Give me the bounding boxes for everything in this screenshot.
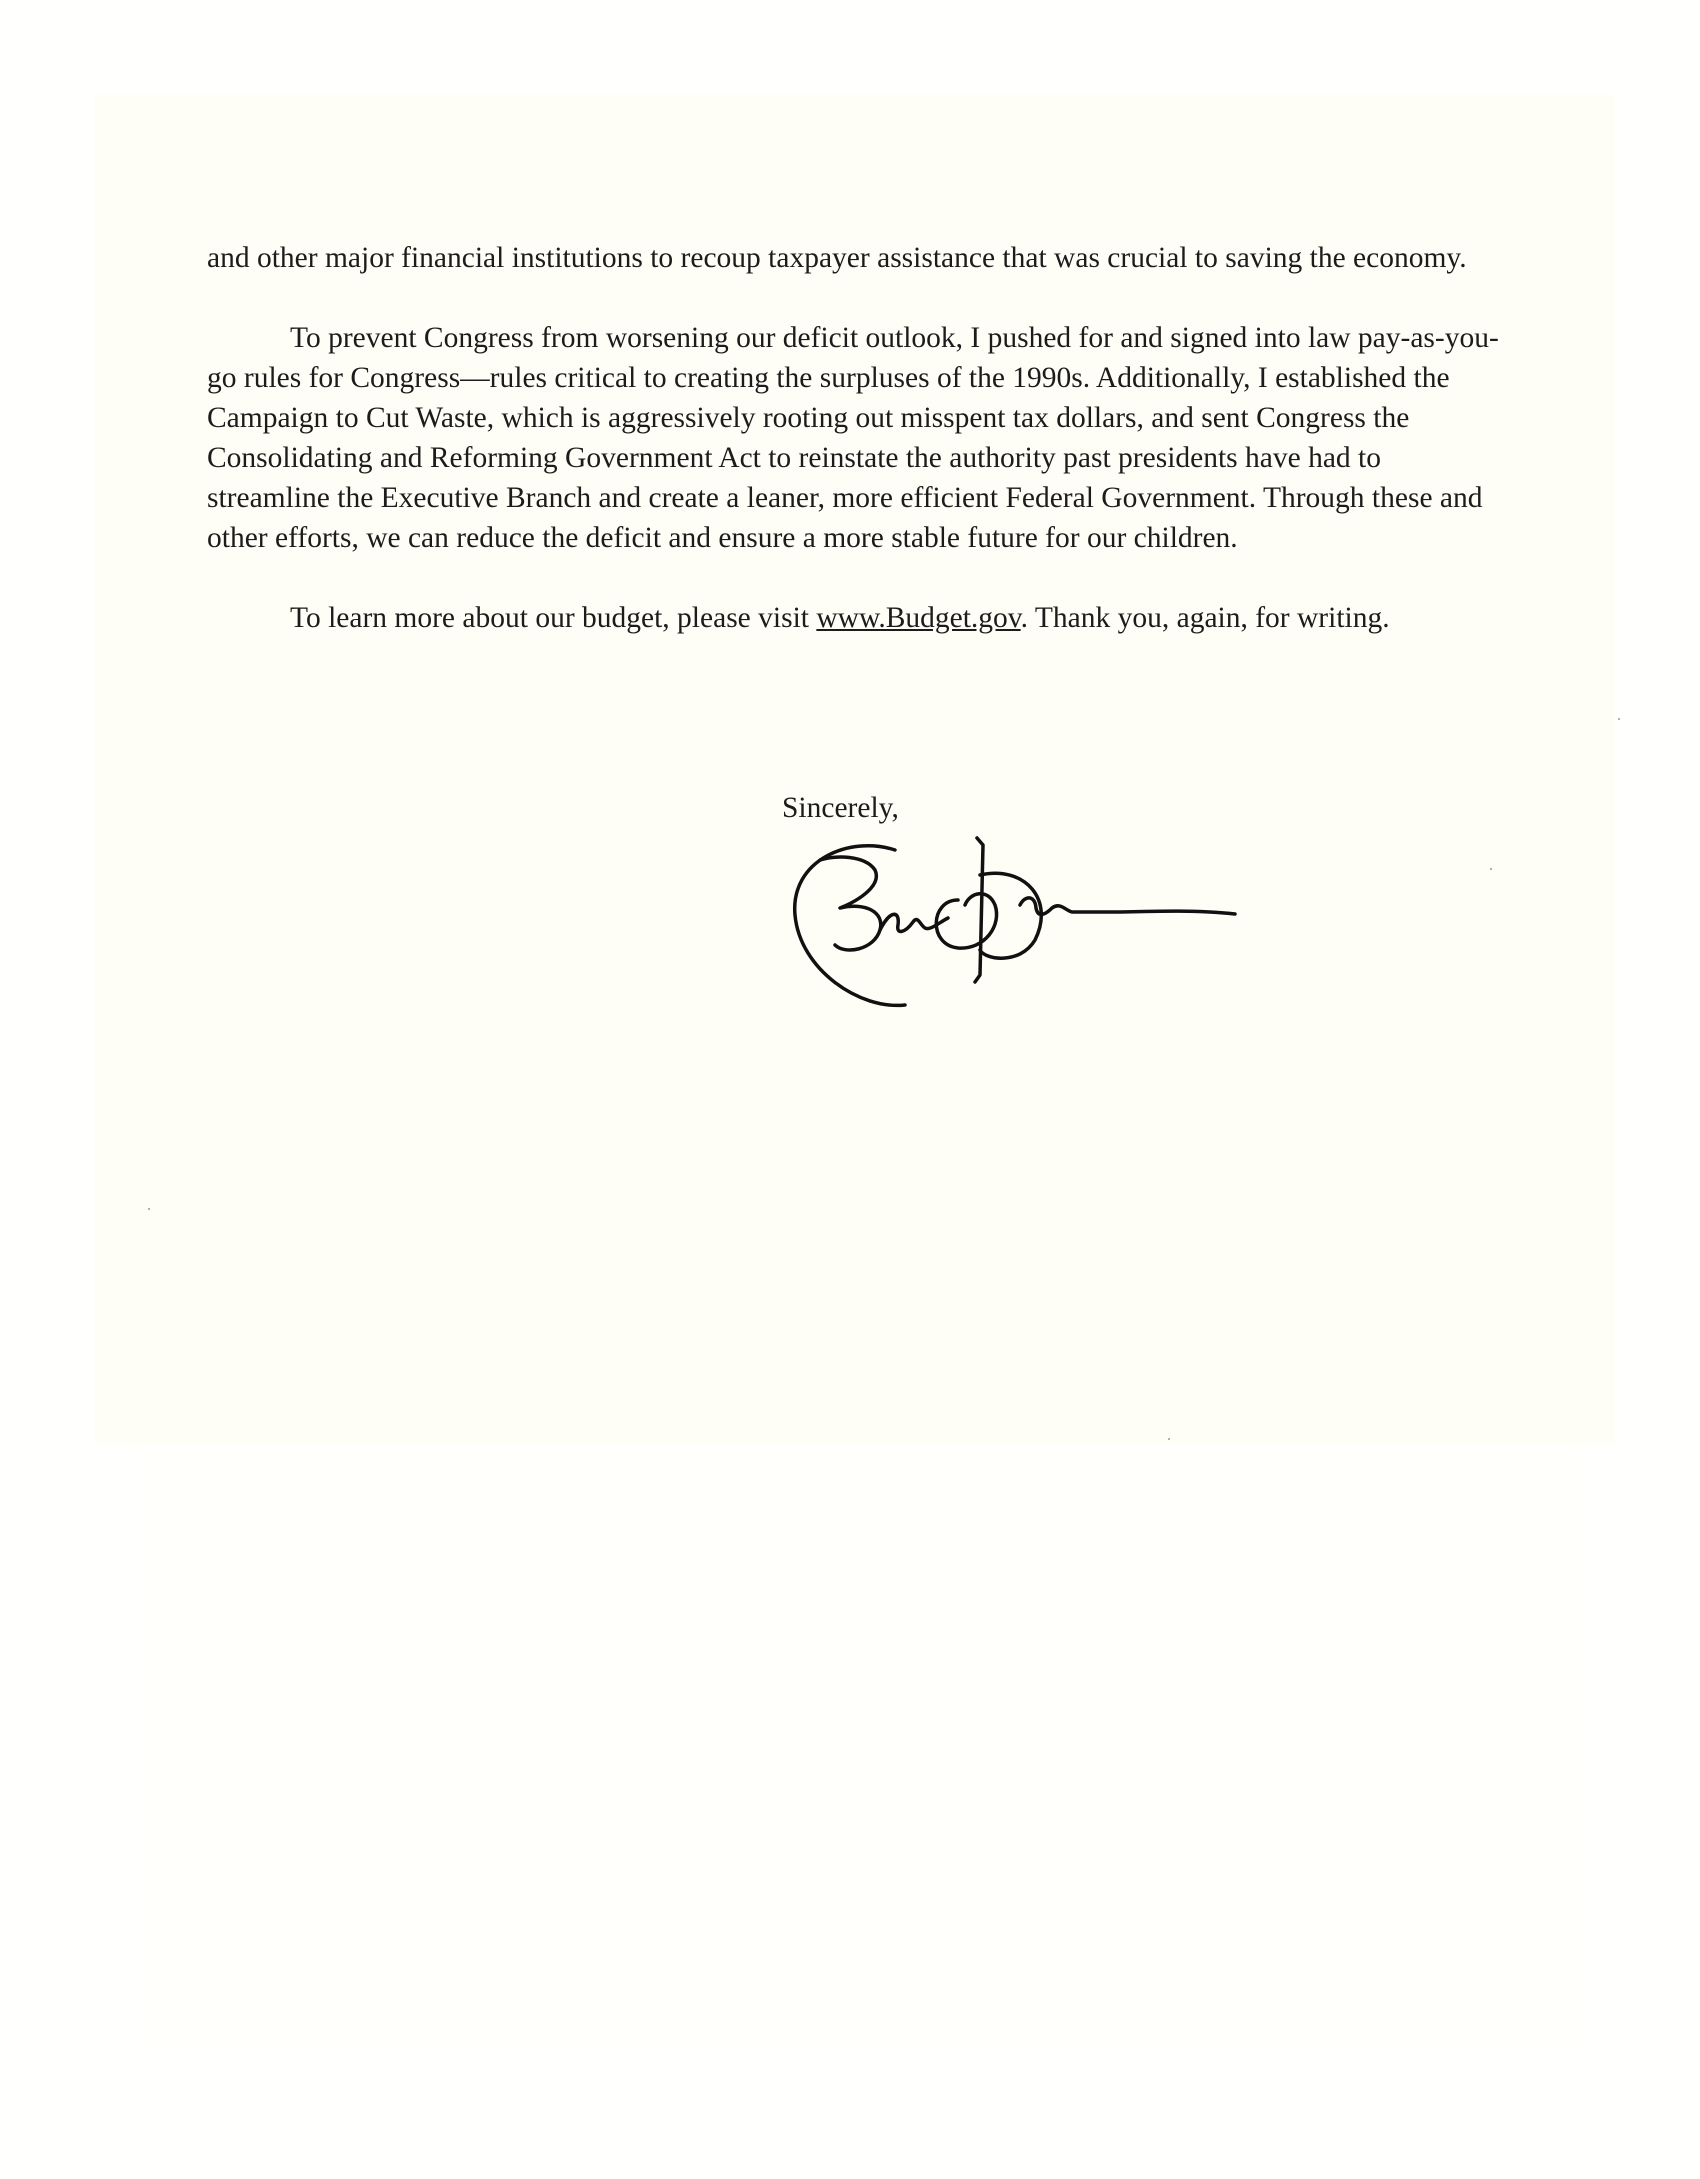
scan-speck (148, 1208, 150, 1210)
paragraph-continued: and other major financial institutions to recoup taxpayer assistance that was crucial to saving the economy. (207, 242, 1467, 274)
letter-body (207, 238, 1507, 678)
paragraph-budget-text: To learn more about our budget, please visit (290, 602, 817, 634)
scan-speck (1618, 718, 1620, 720)
signature-image (780, 830, 1260, 1020)
paragraph-thanks-text: . Thank you, again, for writing. (1020, 602, 1390, 634)
scan-speck (1490, 868, 1492, 870)
scan-speck (1168, 1438, 1170, 1440)
paragraph-budget-link (207, 598, 1507, 638)
paper-background-lower (140, 1450, 1580, 2050)
closing-salutation: Sincerely, (782, 792, 899, 824)
budget-gov-link[interactable]: www.Budget.gov (816, 602, 1021, 634)
paragraph-deficit: To prevent Congress from worsening our deficit outlook, I pushed for and signed into law pay-as-you-go rules for Congress—rules critical to creating the surpluses of the 1990s. Additionally, I established the Campaign to Cut Waste, which is aggressively rooting out misspent tax dollars, and sent Congress the Consolidating and Reforming Government Act to reinstate the authority past presidents have had to streamline the Executive Branch and create a leaner, more efficient Federal Government. Through these and other efforts, we can reduce the deficit and ensure a more stable future for our children. (207, 322, 1499, 554)
